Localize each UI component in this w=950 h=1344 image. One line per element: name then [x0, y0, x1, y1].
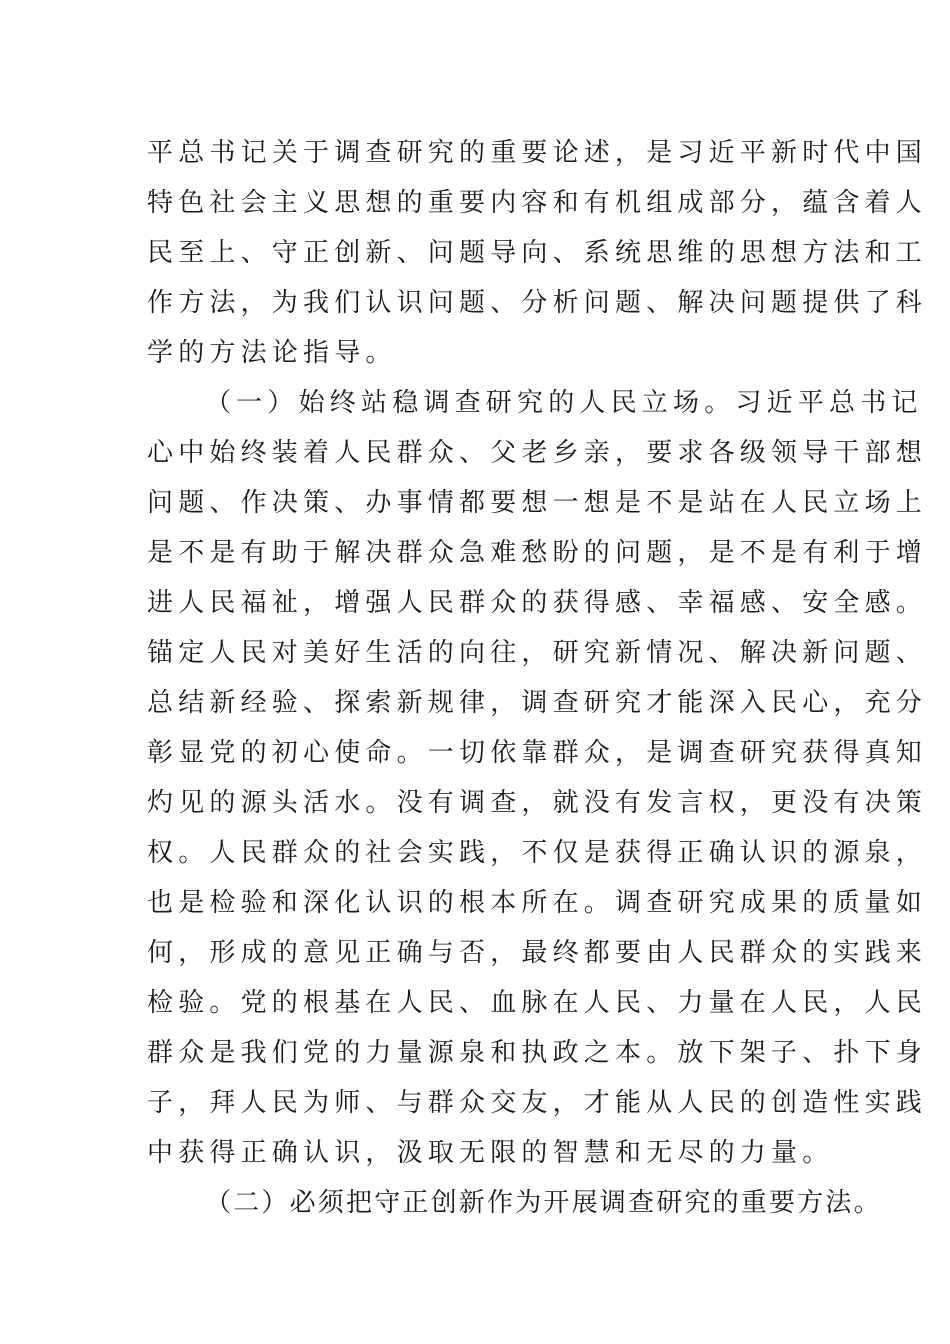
- text-line: 检验。党的根基在人民、血脉在人民、力量在人民，人民: [147, 988, 928, 1018]
- text-line: 学的方法论指导。: [147, 338, 397, 368]
- text-line: 何，形成的意见正确与否，最终都要由人民群众的实践来: [147, 938, 928, 968]
- text-line: 民至上、守正创新、问题导向、系统思维的思想方法和工: [147, 238, 928, 268]
- text-line: 子，拜人民为师、与群众交友，才能从人民的创造性实践: [147, 1088, 928, 1118]
- text-line: 中获得正确认识，汲取无限的智慧和无尽的力量。: [147, 1138, 834, 1168]
- text-line: 权。人民群众的社会实践，不仅是获得正确认识的源泉，: [147, 838, 928, 868]
- text-line: 锚定人民对美好生活的向往，研究新情况、解决新问题、: [147, 638, 928, 668]
- text-line: 也是检验和深化认识的根本所在。调查研究成果的质量如: [147, 888, 928, 918]
- text-line: 彰显党的初心使命。一切依靠群众，是调查研究获得真知: [147, 738, 928, 768]
- section-heading-1: （一）始终站稳调查研究的人民立场。习近平总书记: [205, 388, 923, 418]
- text-line: 作方法，为我们认识问题、分析问题、解决问题提供了科: [147, 288, 928, 318]
- text-line: 问题、作决策、办事情都要想一想是不是站在人民立场上: [147, 488, 928, 518]
- text-line: 心中始终装着人民群众、父老乡亲，要求各级领导干部想: [147, 438, 928, 468]
- text-line: 特色社会主义思想的重要内容和有机组成部分，蕴含着人: [147, 188, 928, 218]
- text-line: 总结新经验、探索新规律，调查研究才能深入民心，充分: [147, 688, 928, 718]
- text-line: 灼见的源头活水。没有调查，就没有发言权，更没有决策: [147, 788, 928, 818]
- text-line: 是不是有助于解决群众急难愁盼的问题，是不是有利于增: [147, 538, 928, 568]
- text-line: 群众是我们党的力量源泉和执政之本。放下架子、扑下身: [147, 1038, 928, 1068]
- text-line: 平总书记关于调查研究的重要论述，是习近平新时代中国: [147, 138, 928, 168]
- section-heading-2: （二）必须把守正创新作为开展调查研究的重要方法。: [205, 1188, 882, 1218]
- text-line: 进人民福祉，增强人民群众的获得感、幸福感、安全感。: [147, 588, 928, 618]
